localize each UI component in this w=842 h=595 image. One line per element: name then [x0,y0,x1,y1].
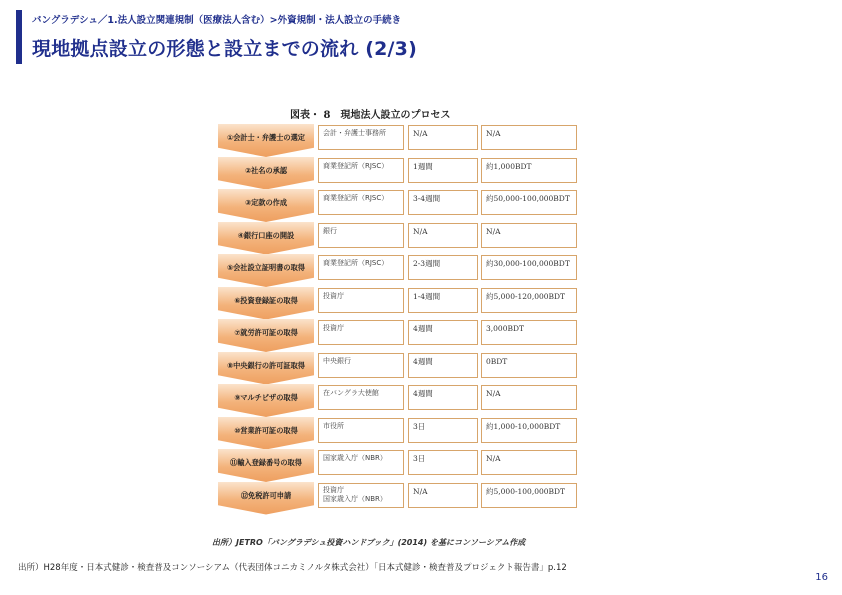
source-note: 出所）H28年度・日本式健診・検査普及コンソーシアム（代表団体コニカミノルタ株式会社）「日本式健診・検査普及プロジェクト報告書」p.12 [18,563,567,573]
step-cost: N/A [481,223,577,248]
step-period: 1-4週間 [408,288,478,313]
step-organization: 投資庁 [318,288,404,313]
step-cost: 0BDT [481,353,577,378]
step-label: ⑤会社設立証明書の取得 [227,263,305,272]
page-title: 現地拠点設立の形態と設立までの流れ (2/3) [32,38,417,60]
figure-title: 図表・ 8 現地法人設立のプロセス [290,110,451,121]
step-period: 2-3週間 [408,255,478,280]
step-period: N/A [408,223,478,248]
step-organization: 在バングラ大使館 [318,385,404,410]
step-label: ⑧中央銀行の許可証取得 [227,360,305,370]
step-label: ⑩営業許可証の取得 [234,425,298,435]
step-label: ⑪輸入登録番号の取得 [230,458,302,467]
process-step [218,157,580,190]
step-period: 4週間 [408,385,478,410]
process-step [218,222,580,255]
step-label: ②社名の承認 [244,165,288,175]
process-step [218,124,580,157]
step-cost: 約1,000BDT [481,158,577,183]
process-step [218,319,580,352]
step-cost: 約5,000-120,000BDT [481,288,577,313]
step-organization: 商業登記所（RJSC） [318,158,404,183]
process-step [218,482,580,515]
step-period: 1週間 [408,158,478,183]
step-organization: 銀行 [318,223,404,248]
step-label: ③定款の作成 [244,198,288,207]
step-period: 4週間 [408,353,478,378]
breadcrumb: バングラデシュ／1.法人設立関連規制（医療法人含む）>外資規制・法人設立の手続き [32,15,402,26]
process-step [218,287,580,320]
step-organization: 投資庁 国家歳入庁（NBR） [318,483,404,508]
step-cost: 約5,000-100,000BDT [481,483,577,508]
step-organization: 中央銀行 [318,353,404,378]
step-cost: 約1,000-10,000BDT [481,418,577,443]
step-organization: 市役所 [318,418,404,443]
step-cost: 3,000BDT [481,320,577,345]
step-cost: N/A [481,385,577,410]
step-period: 3日 [408,450,478,475]
step-organization: 会計・弁護士事務所 [318,125,404,150]
step-organization: 商業登記所（RJSC） [318,255,404,280]
step-organization: 投資庁 [318,320,404,345]
step-label: ①会計士・弁護士の選定 [227,133,305,142]
process-step [218,384,580,417]
step-period: 3-4週間 [408,190,478,215]
step-period: N/A [408,483,478,508]
step-period: 3日 [408,418,478,443]
process-step [218,189,580,222]
step-period: N/A [408,125,478,150]
process-step [218,352,580,385]
figure-caption: 出所）JETRO「バングラデシュ投資ハンドブック」(2014) を基にコンソーシアム作成 [212,538,526,547]
step-cost: 約50,000-100,000BDT [481,190,577,215]
step-period: 4週間 [408,320,478,345]
step-label: ⑫免税許可申請 [240,490,292,500]
step-cost: N/A [481,450,577,475]
step-cost: 約30,000-100,000BDT [481,255,577,280]
process-step [218,449,580,482]
step-cost: N/A [481,125,577,150]
step-label: ④銀行口座の開設 [237,230,295,240]
process-steps [218,124,580,514]
step-label: ⑨マルチビザの取得 [234,393,298,402]
step-organization: 商業登記所（RJSC） [318,190,404,215]
process-step [218,254,580,287]
step-label: ⑥投資登録証の取得 [234,295,298,305]
page-number: 16 [815,572,828,583]
process-step [218,417,580,450]
step-organization: 国家歳入庁（NBR） [318,450,404,475]
step-label: ⑦就労許可証の取得 [234,328,298,337]
title-accent-bar [16,10,22,64]
